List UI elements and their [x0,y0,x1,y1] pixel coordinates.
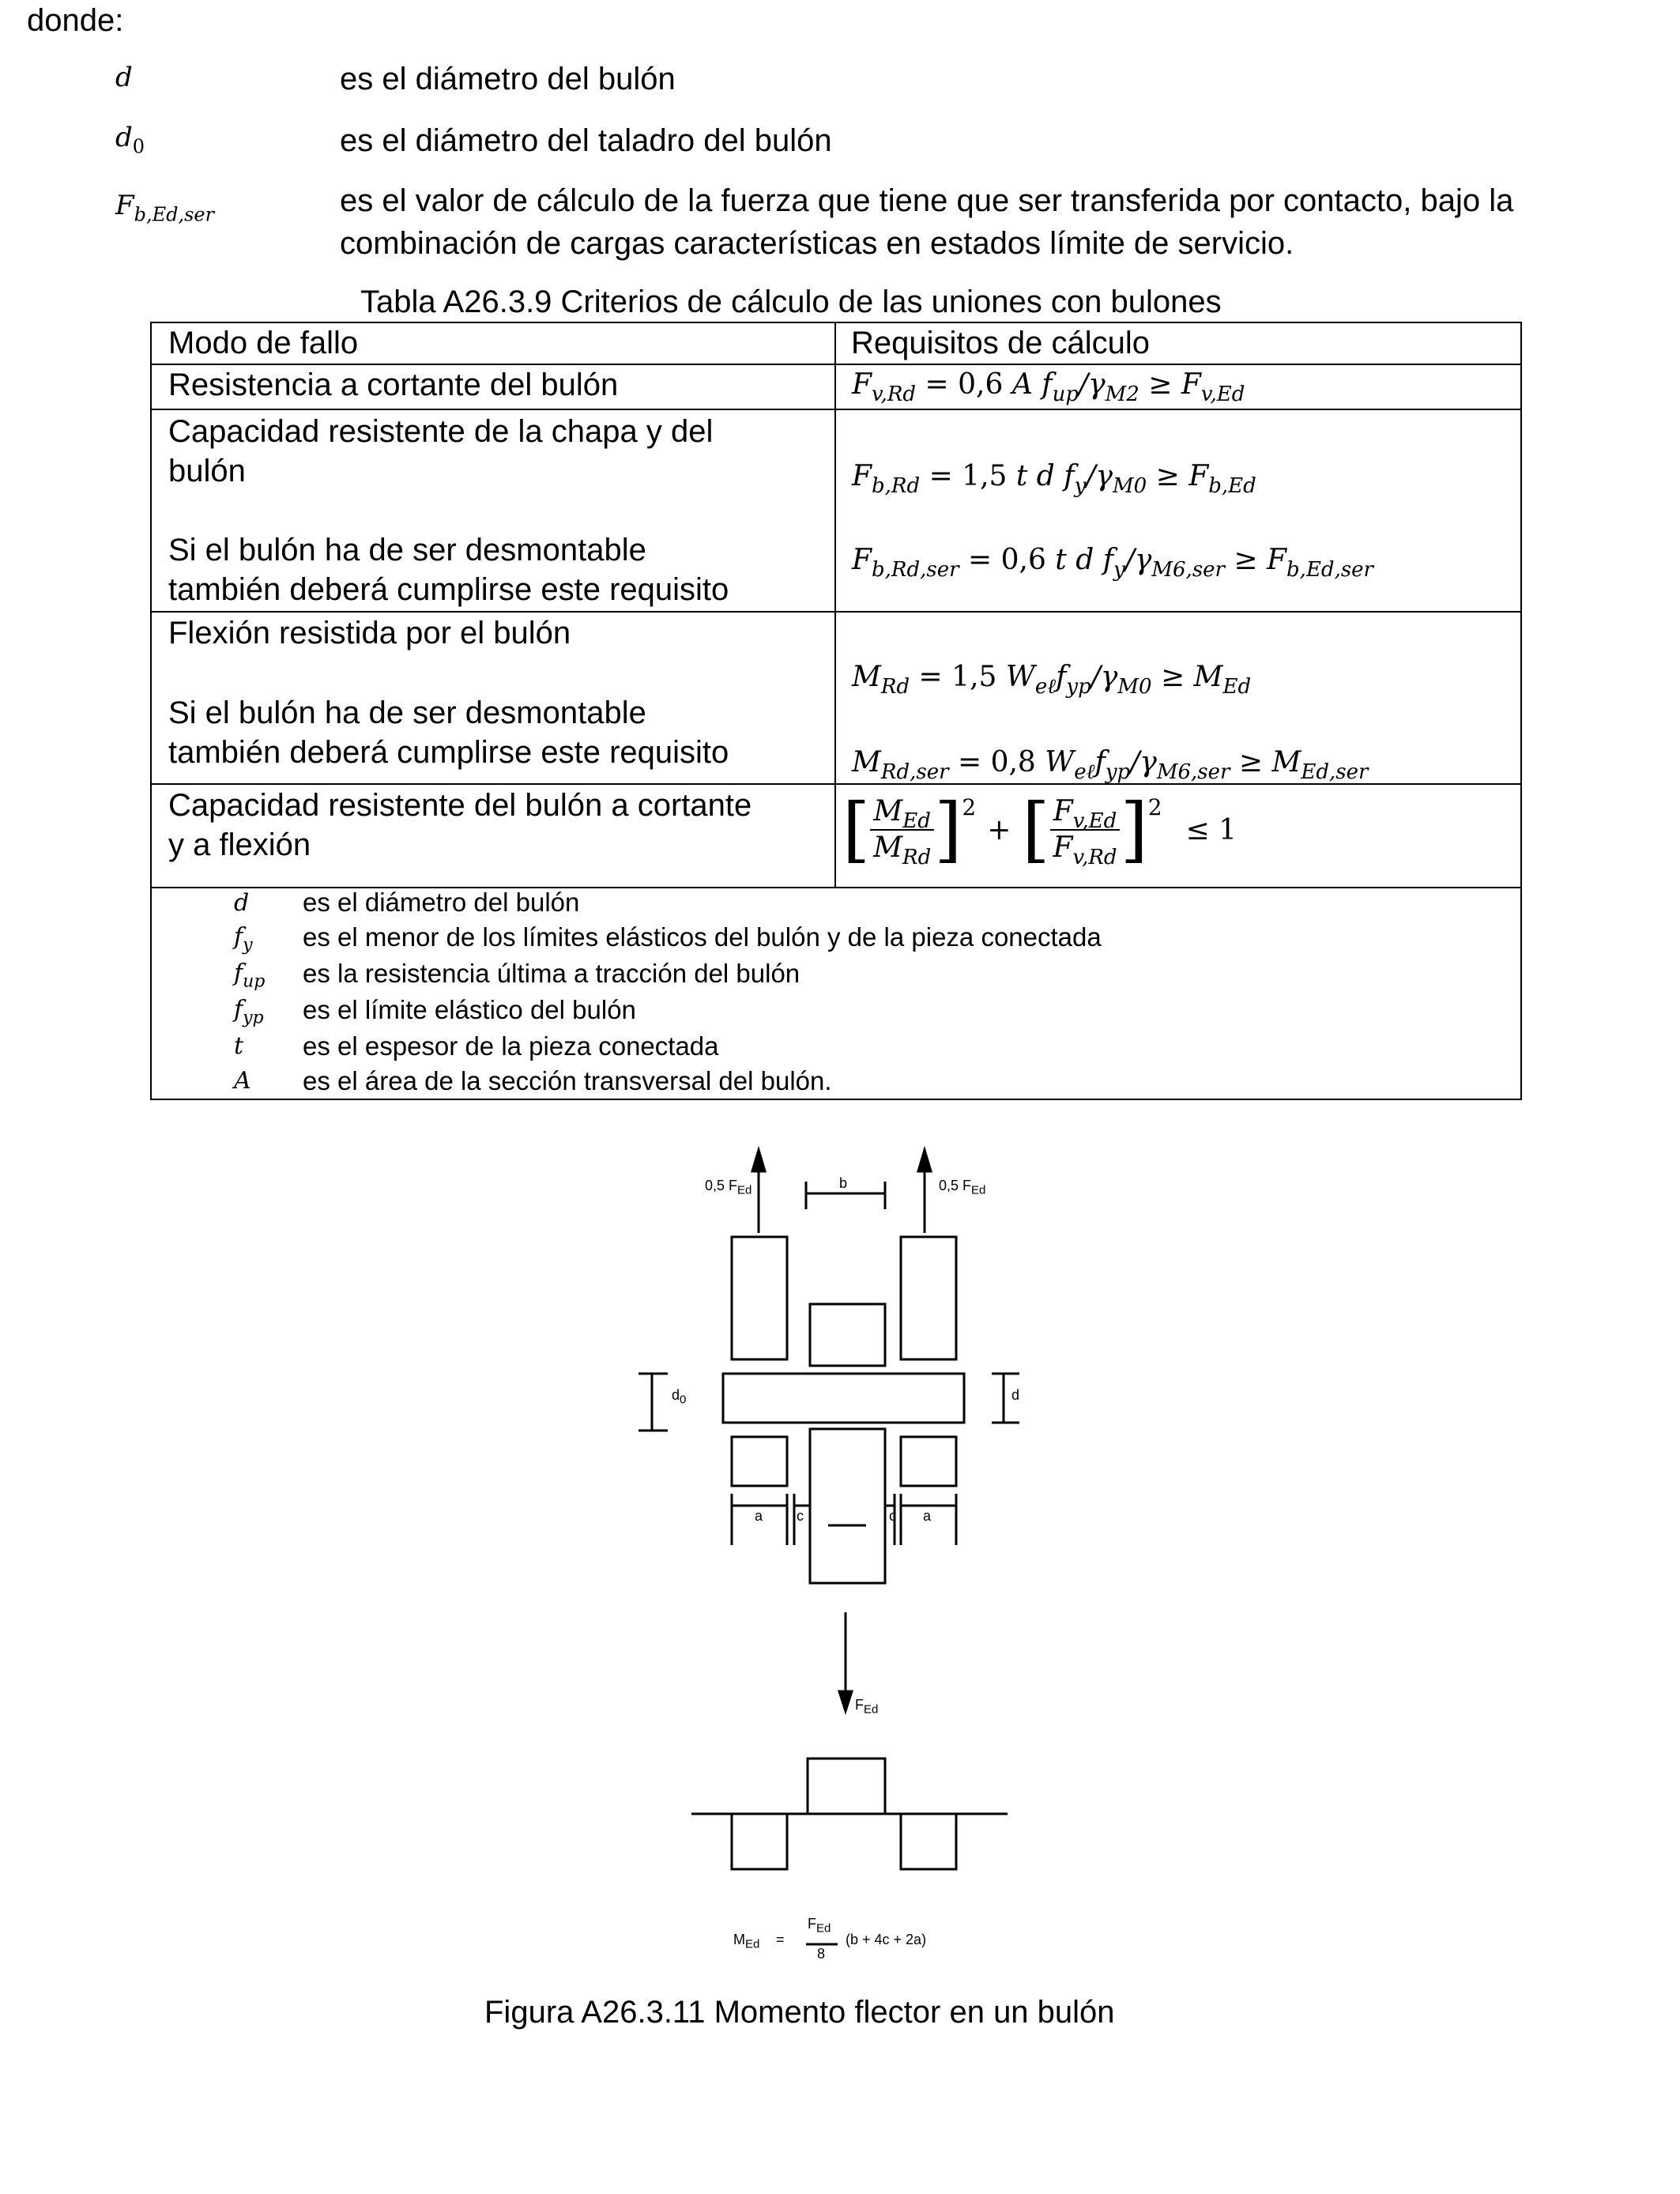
row-bearing-mode-2: bulón [168,454,246,488]
row-bearing-formula-2: $F_{b,Rd,ser} = 0,6$ t d $f_y/\gamma_{M6,ser} \ge F_{b,Ed,ser}$ [852,544,1373,582]
moment-formula-den: 8 [817,1946,826,1962]
legend-symbol: $f_{yp}$ [234,996,264,1028]
def-text-fbedser-2: combinación de cargas características en estados límite de servicio. [340,226,1294,261]
def-symbol-d0: $d_0$ [115,122,145,158]
moment-negative-right [901,1814,956,1869]
row-bearing-formula-1: $F_{b,Rd} = 1,5$ t d $f_y/\gamma_{M0} \ge F_{b,Ed}$ [852,460,1256,499]
row-bearing-mode-4: también deberá cumplirse este requisito [168,572,729,607]
legend-text: es el área de la sección transversal del bulón. [303,1066,832,1095]
right-outer-plate [901,1237,956,1359]
row-bending-mode-1: Flexión resistida por el bulón [168,616,571,650]
row-interaction-formula: [ $\frac{M_{Ed}}{M_{Rd}}$ ] 2 + [ $\frac{F_{v,Ed}}{F_{v,Rd}}$ ] 2 ≤ 1 [842,788,1237,871]
moment-formula-eq: = [776,1932,785,1947]
legend-text: es el menor de los límites elásticos del bulón y de la pieza conectada [303,922,1102,952]
row-bending-mode-4: también deberá cumplirse este requisito [168,735,729,770]
def-symbol-fbedser: $F_{b,Ed,ser}$ [115,190,215,226]
left-outer-plate [732,1237,787,1359]
legend-symbol: A [234,1067,251,1095]
left-bottom-block [732,1437,787,1486]
legend-text: es el espesor de la pieza conectada [303,1031,719,1061]
row-bending-formula-2: $M_{Rd,ser} = 0,8$ $W_{e\ell}f_{yp}/\gamma_{M6,ser} \ge M_{Ed,ser}$ [852,746,1369,785]
table-header-mode: Modo de fallo [168,326,359,360]
c-right-label: c [889,1508,896,1524]
legend-text: es el diámetro del bulón [303,888,580,917]
figure-caption: Figura A26.3.11 Momento flector en un bulón [484,1995,1115,2030]
left-force-label: 0,5 $F_{Ed}$ [705,1178,752,1197]
row-bending-formula-1: $M_{Rd} = 1,5$ $W_{e\ell}f_{yp}/\gamma_{M0} \ge M_{Ed}$ [852,661,1252,699]
d-label: d [1011,1387,1020,1403]
center-top-block [810,1304,885,1366]
def-text-d0: es el diámetro del taladro del bulón [340,123,832,158]
row-bending-mode-3: Si el bulón ha de ser desmontable [168,696,646,730]
legend-text: es la resistencia última a tracción del bulón [303,959,800,988]
legend-symbol: $f_y$ [234,923,253,956]
table-caption: Tabla A26.3.9 Criterios de cálculo de las uniones con bulones [360,285,1222,319]
table-header-requirements: Requisitos de cálculo [851,326,1150,360]
a-right-label: a [923,1508,932,1524]
a-left-label: a [755,1508,763,1524]
right-force-arrowhead [918,1150,931,1171]
left-force-arrowhead [752,1150,765,1171]
pin-bar [723,1374,964,1423]
moment-formula-tail: (b + 4c + 2a) [846,1932,927,1947]
def-symbol-d: d [115,62,133,93]
legend-symbol: $f_{up}$ [234,959,266,992]
row-bearing-mode-3: Si el bulón ha de ser desmontable [168,533,646,567]
center-bottom-plate [810,1429,885,1583]
d0-label: $d_0$ [672,1387,687,1407]
moment-positive [808,1759,885,1814]
row-interaction-mode-2: y a flexión [168,827,311,862]
row-bearing-mode-1: Capacidad resistente de la chapa y del [168,414,714,449]
c-left-label: c [797,1508,804,1524]
legend-text: es el límite elástico del bulón [303,995,636,1024]
row-shear-mode: Resistencia a cortante del bulón [168,368,619,402]
def-text-fbedser-1: es el valor de cálculo de la fuerza que tiene que ser transferida por contacto, bajo la [340,183,1514,218]
right-force-label: 0,5 $F_{Ed}$ [939,1178,986,1197]
moment-negative-left [732,1814,787,1869]
bottom-force-label: $F_{Ed}$ [855,1697,879,1717]
moment-formula-lhs: $M_{Ed}$ [733,1932,760,1951]
b-label: b [839,1175,848,1191]
row-interaction-mode-1: Capacidad resistente del bulón a cortante [168,788,752,823]
bottom-force-arrowhead [839,1691,852,1711]
row-shear-formula: $F_{v,Rd} = 0,6$ A $f_{up}/\gamma_{M2} \ge F_{v,Ed}$ [852,368,1245,407]
right-bottom-block [901,1437,956,1486]
intro-donde: donde: [27,3,124,38]
moment-formula-num: $F_{Ed}$ [808,1916,831,1936]
legend-symbol: d [234,889,250,917]
legend-symbol: t [234,1032,244,1060]
def-text-d: es el diámetro del bulón [340,62,676,96]
